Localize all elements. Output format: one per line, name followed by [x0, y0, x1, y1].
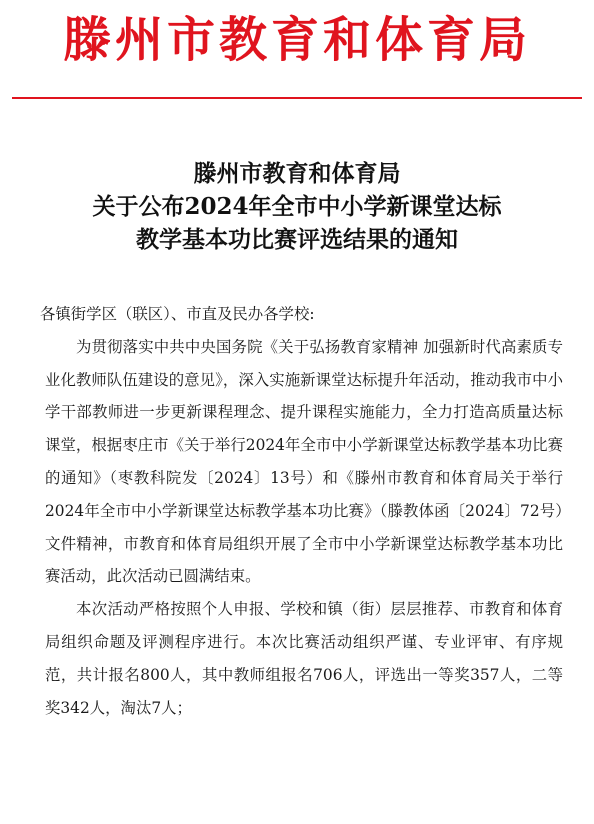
- paragraph-2: 本次活动严格按照个人申报、学校和镇（街）层层推荐、市教育和体育局组织命题及评测程序进行。本次比赛活动组织严谨、专业评审、有序规范，共计报名800人，其中教师组报名706人，评选出一等奖357人，二等奖342人，淘汰7人；: [45, 600, 563, 717]
- title-line-1: 滕州市教育和体育局: [193, 160, 401, 187]
- document-body: [40, 298, 563, 724]
- paragraph-1: 为贯彻落实中共中央国务院《关于弘扬教育家精神 加强新时代高素质专业化教师队伍建设的意见》，深入实施新课堂达标提升年活动，推动我市中小学干部教师进一步更新课程理念、提升课程实施能力，全力打造高质量达标课堂，根据枣庄市《关于举行2024年全市中小学新课堂达标教学基本功比赛的通知》（枣教科院发〔2024〕13号）和《滕州市教育和体育局关于举行2024年全市中小学新课堂达标教学基本功比赛》（滕教体函〔2024〕72号）文件精神，市教育和体育局组织开展了全市中小学新课堂达标教学基本功比赛活动，此次活动已圆满结束。: [45, 337, 563, 586]
- salutation: 各镇街学区（联区）、市直及民办各学校:: [40, 305, 315, 323]
- masthead-org-name: 滕州市教育和体育局: [62, 12, 531, 68]
- title-line-3: 教学基本功比赛评选结果的通知: [136, 226, 458, 253]
- title-line-2: 关于公布2024年全市中小学新课堂达标: [92, 193, 502, 220]
- masthead-divider: [12, 97, 582, 99]
- document-title: [0, 157, 594, 256]
